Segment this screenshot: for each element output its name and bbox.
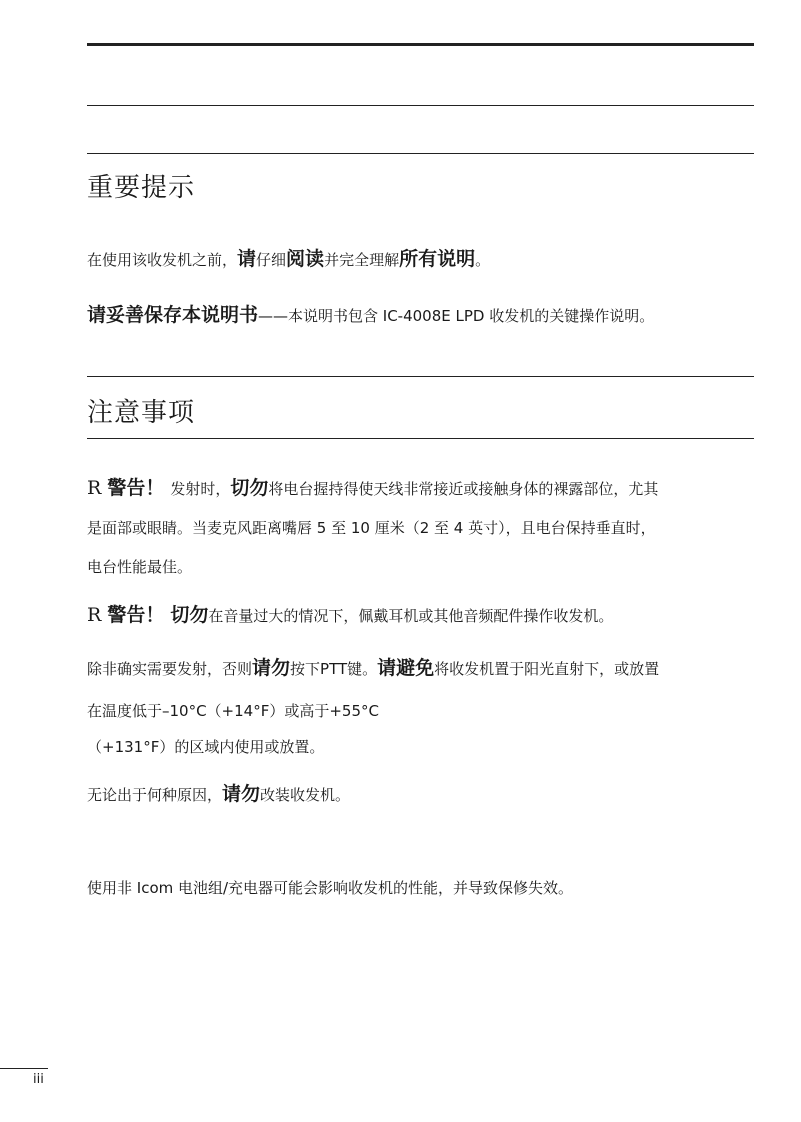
heading-caution: 注意事项 [87,398,196,428]
page-number: iii [33,1072,44,1087]
heading-important: 重要提示 [87,173,196,203]
warning-1-line-2: 是面部或眼睛。当麦克风距离嘴唇 5 至 10 厘米（2 至 4 英寸），且电台保持垂直时， [87,519,656,537]
paragraph-no-modify: 无论出于何种原因，请勿改装收发机。 [87,783,351,805]
warning-1-line-3: 电台性能最佳。 [87,558,193,576]
paragraph-read-instructions: 在使用该收发机之前，请仔细阅读并完全理解所有说明。 [87,248,491,270]
paragraph-ptt-line-1: 除非确实需要发射，否则请勿按下PTT键。请避免将收发机置于阳光直射下，或放置 [87,657,660,679]
section-rule-caution-top [87,376,754,377]
warning-r-icon: R [87,477,102,499]
top-rule [87,43,754,46]
footer-rule [0,1068,48,1069]
section-rule-caution-bottom [87,438,754,439]
divider-rule [87,105,754,106]
paragraph-keep-manual: 请妥善保存本说明书——本说明书包含 IC-4008E LPD 收发机的关键操作说明。 [87,304,655,326]
paragraph-ptt-line-2: 在温度低于–10°C（+14°F）或高于+55°C [87,702,379,720]
warning-2: R 警告！ 切勿在音量过大的情况下，佩戴耳机或其他音频配件操作收发机。 [87,604,614,626]
warning-r-icon: R [87,604,102,626]
paragraph-ptt-line-3: （+131°F）的区域内使用或放置。 [87,738,325,756]
section-rule-important [87,153,754,154]
warning-1-line-1: R 警告！ 发射时，切勿将电台握持得使天线非常接近或接触身体的裸露部位，尤其 [87,477,659,499]
paragraph-battery-warranty: 使用非 Icom 电池组/充电器可能会影响收发机的性能，并导致保修失效。 [87,879,574,897]
